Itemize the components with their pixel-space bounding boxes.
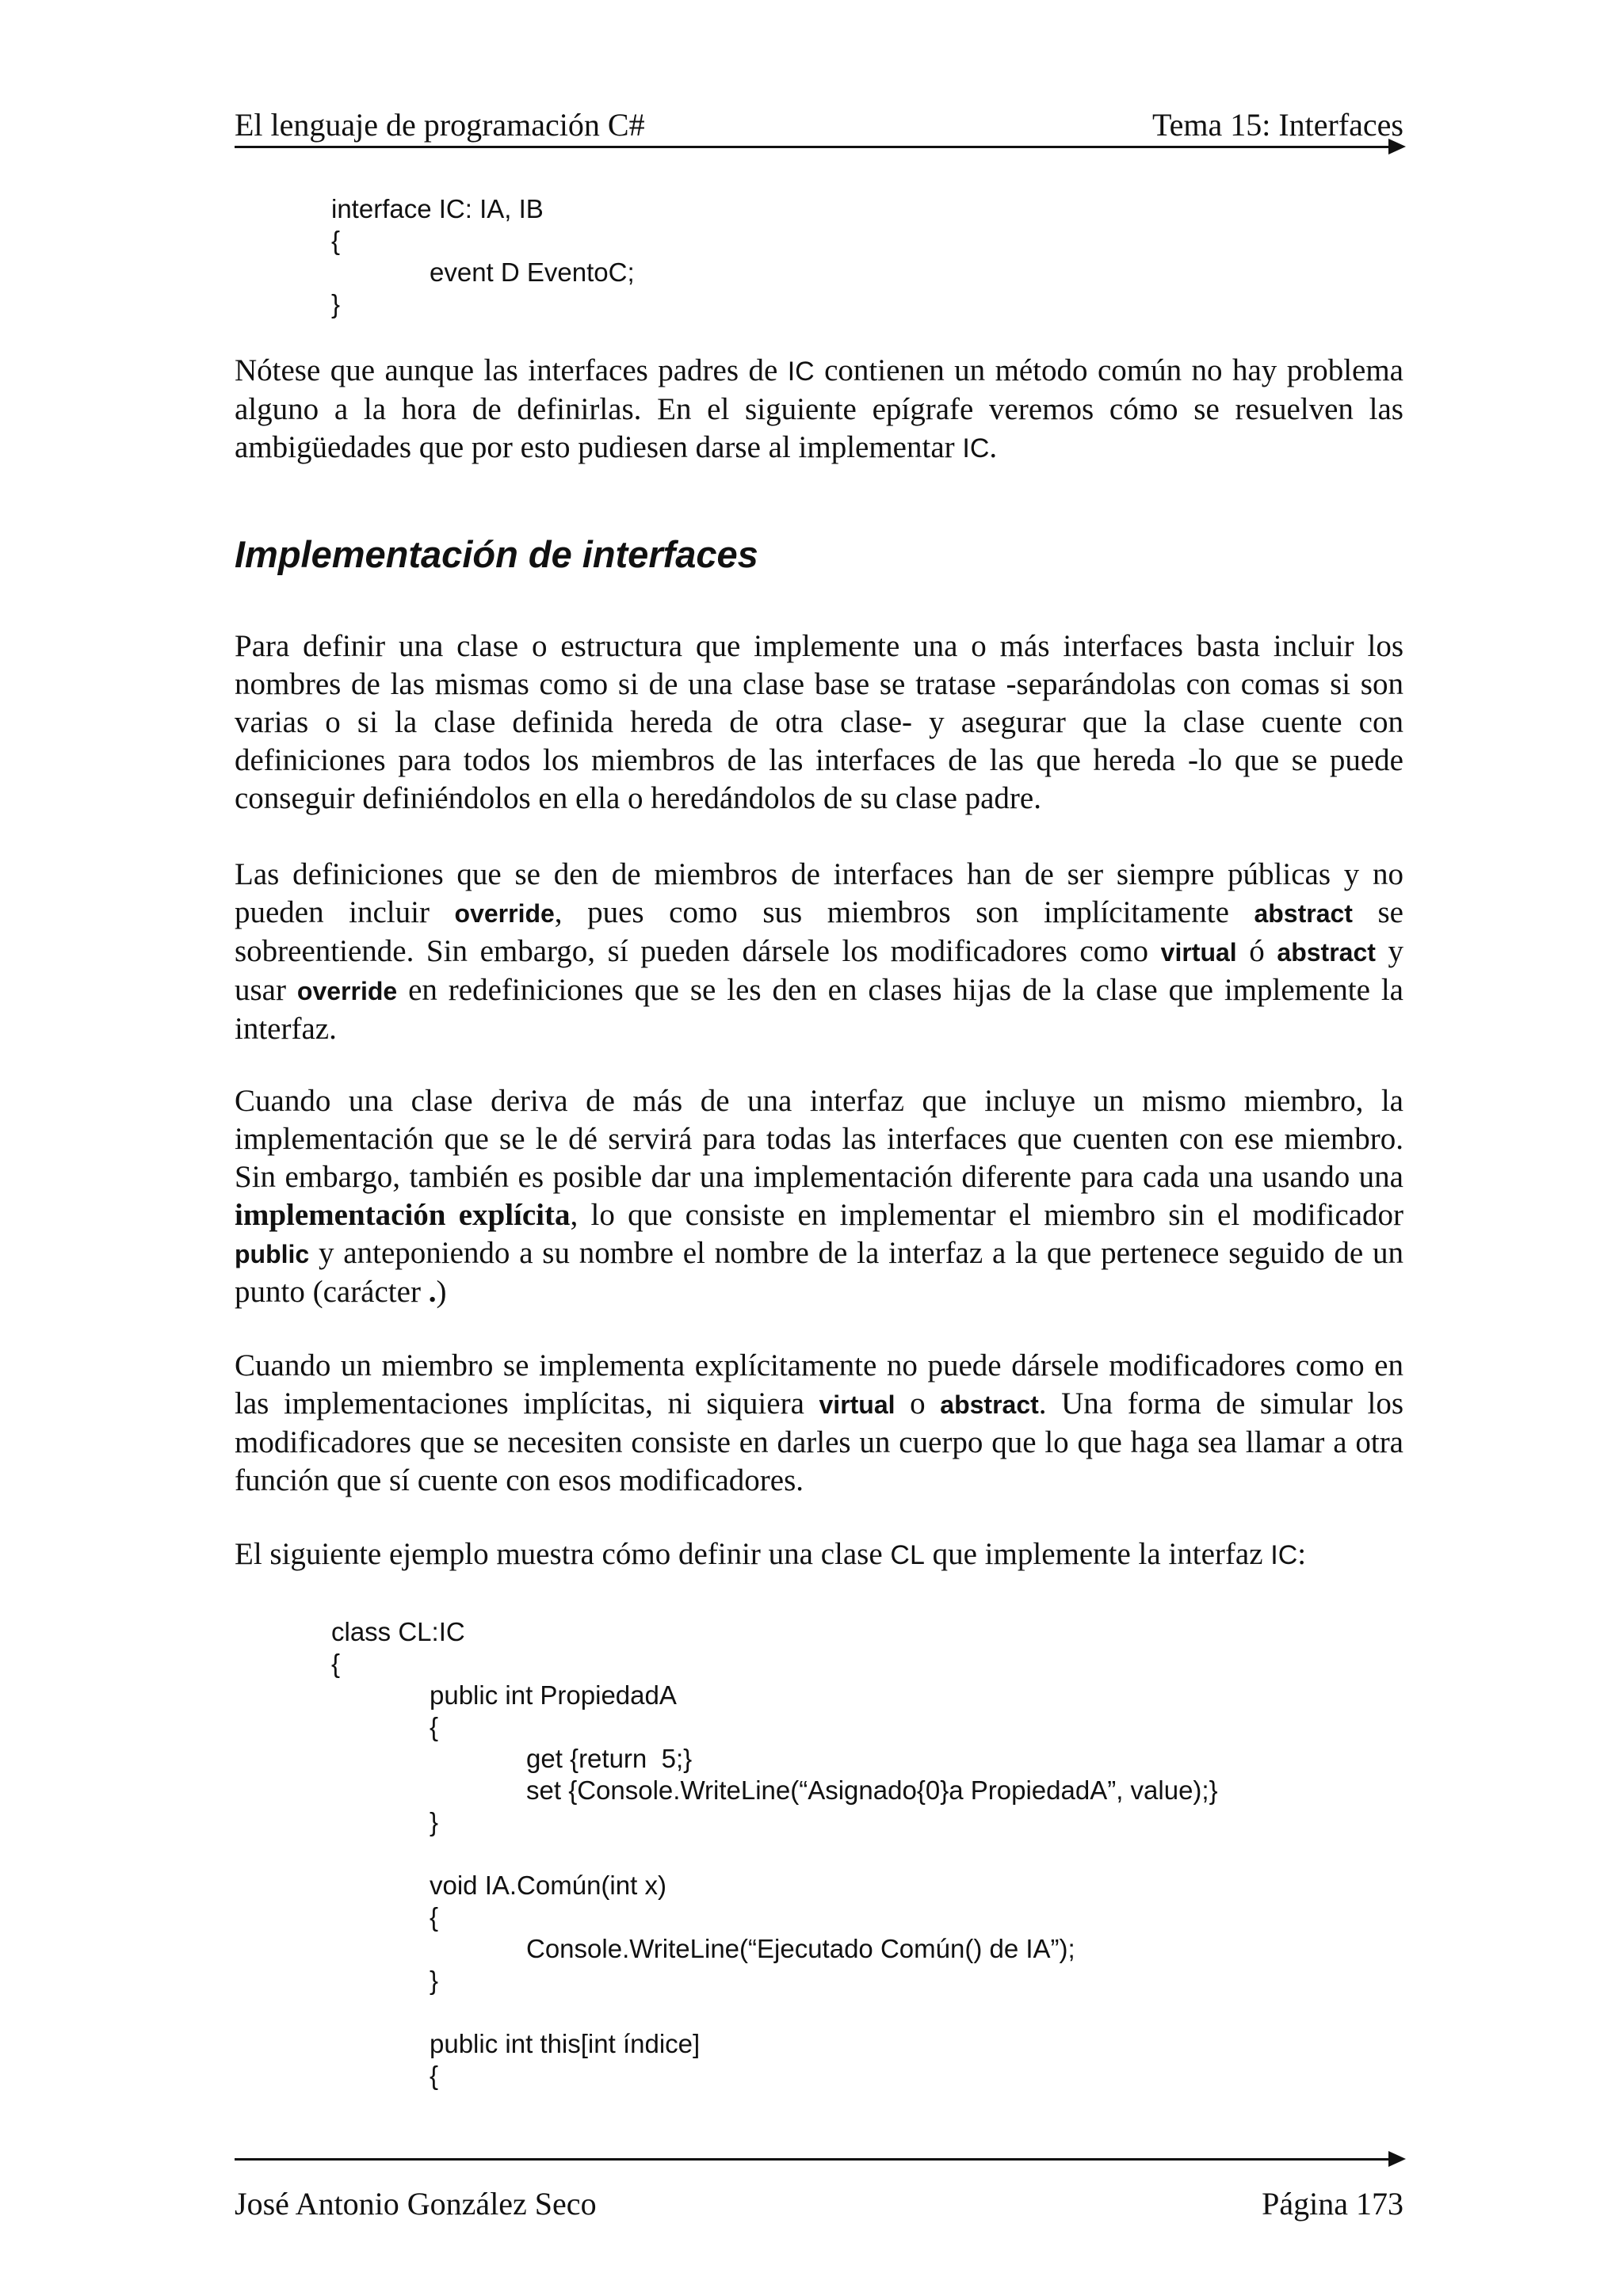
header-rule-arrow <box>235 146 1390 148</box>
keyword-inline: abstract <box>940 1390 1039 1419</box>
paragraph-example-intro <box>235 1535 1403 1574</box>
text-run: ó <box>1236 934 1277 968</box>
footer-rule-arrow <box>235 2158 1390 2161</box>
footer-author: José Antonio González Seco <box>235 2186 597 2222</box>
code-line: } <box>430 1966 439 1995</box>
text-run: y anteponiendo a su nombre el nombre de la interfaz a la que pertenece seguido de un punto (carácter <box>235 1236 1403 1309</box>
keyword-inline: public <box>235 1240 310 1268</box>
text-run: Cuando una clase deriva de más de una interfaz que incluye un mismo miembro, la implementación que se le dé servirá para todas las interfaces que cuenten con ese miembro. Sin embargo, también es posible dar una implementación diferente para cada una usando una <box>235 1084 1403 1194</box>
code-line: { <box>331 1649 341 1678</box>
code-line: public int this[int índice] <box>430 2029 701 2058</box>
paragraph-interface-note <box>235 352 1403 467</box>
code-line: { <box>331 226 341 255</box>
footer-page-number: Página 173 <box>1262 2186 1403 2222</box>
code-block-class-cl <box>331 1616 1218 2092</box>
text-run: ) <box>436 1275 447 1309</box>
paragraph-implementation-intro: Para definir una clase o estructura que implemente una o más interfaces basta incluir los nombres de las mismas como si de una clase base se tratase -separándolas con comas si son varias o si la clase definida hereda de otra clase- y asegurar que la clase cuente con definiciones para todos los miembros de las interfaces de las que hereda -lo que se puede conseguir definiéndolos en ella o heredándolos de su clase padre. <box>235 629 1403 815</box>
code-inline: IC <box>1270 1540 1298 1570</box>
text-run: contienen un método común no hay problema alguno a la hora de definirlas. En el siguiente epígrafe veremos cómo se resuelven las ambigüedades que por esto pudiesen darse al implementar <box>235 353 1403 464</box>
text-run: , lo que consiste en implementar el miembro sin el modificador <box>570 1198 1403 1232</box>
code-line: } <box>331 289 341 318</box>
paragraph-explicit-modifiers <box>235 1347 1403 1500</box>
code-line: { <box>430 2061 439 2090</box>
text-run: Las definiciones que se den de miembros de interfaces han de ser siempre públicas y no pueden incluir <box>235 857 1403 929</box>
code-blank-line <box>331 1997 1218 2028</box>
text-run: . <box>989 430 998 464</box>
keyword-inline: virtual <box>819 1390 896 1419</box>
keyword-inline: virtual <box>1160 938 1237 967</box>
code-line: class CL:IC <box>331 1617 465 1646</box>
paragraph-explicit-implementation <box>235 1082 1403 1311</box>
keyword-inline: override <box>296 977 398 1005</box>
code-line: set {Console.WriteLine(“Asignado{0}a PropiedadA”, value);} <box>526 1775 1218 1805</box>
text-run: o <box>895 1386 941 1421</box>
header-chapter-title: Tema 15: Interfaces <box>1151 107 1403 143</box>
code-line: } <box>430 1807 439 1836</box>
header-book-title: El lenguaje de programación C# <box>235 107 645 143</box>
code-line: interface IC: IA, IB <box>331 194 544 223</box>
text-run: : <box>1297 1537 1307 1571</box>
text-run: Nótese que aunque las interfaces padres de <box>235 353 788 387</box>
code-line: Console.WriteLine(“Ejecutado Común() de IA”); <box>526 1934 1075 1963</box>
keyword-inline: override <box>454 899 555 928</box>
keyword-inline: abstract <box>1254 899 1353 928</box>
section-heading: Implementación de interfaces <box>235 533 758 575</box>
code-line: { <box>430 1902 439 1932</box>
text-run: y usar <box>235 934 1403 1007</box>
text-run: Cuando un miembro se implementa explícitamente no puede dársele modificadores como en las implementaciones implícitas, ni siquiera <box>235 1348 1403 1421</box>
code-line: event D EventoC; <box>430 257 635 287</box>
text-run: que implemente la interfaz <box>924 1537 1271 1571</box>
text-run: en redefiniciones que se les den en clases hijas de la clase que implemente la interfaz. <box>235 973 1403 1046</box>
text-run: , pues como sus miembros son implícitamente <box>554 895 1254 929</box>
code-inline: IC <box>787 357 815 387</box>
text-run: se sobreentiende. Sin embargo, sí pueden dársele los modificadores como <box>235 895 1403 968</box>
code-line: public int PropiedadA <box>430 1680 677 1710</box>
bold-term: . <box>428 1275 437 1309</box>
keyword-inline: abstract <box>1277 938 1376 967</box>
code-line: void IA.Común(int x) <box>430 1871 666 1900</box>
paragraph-public-definitions <box>235 856 1403 1048</box>
text-run: . Una forma de simular los modificadores que se necesiten consiste en darles un cuerpo que lo que haga sea llamar a otra función que sí cuente con esos modificadores. <box>235 1386 1403 1497</box>
text-run: El siguiente ejemplo muestra cómo definir una clase <box>235 1537 891 1571</box>
page-header <box>235 93 1403 141</box>
code-inline: CL <box>890 1540 925 1570</box>
page-footer <box>235 2180 1403 2220</box>
code-blank-line <box>331 1838 1218 1870</box>
code-inline: IC <box>962 433 990 463</box>
code-line: get {return 5;} <box>526 1744 693 1773</box>
code-line: { <box>430 1712 439 1741</box>
bold-term: implementación explícita <box>235 1198 571 1232</box>
code-block-interface-ic <box>331 193 635 320</box>
